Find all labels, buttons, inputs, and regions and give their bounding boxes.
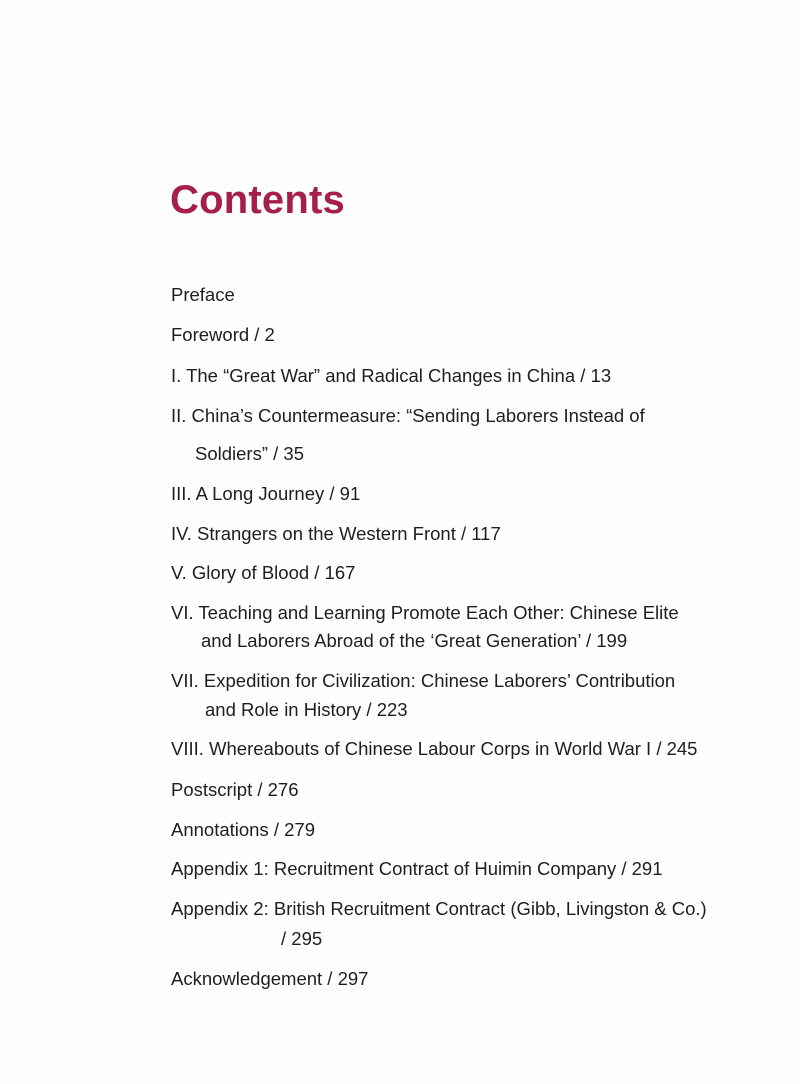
toc-entry-preface[interactable] (171, 283, 235, 307)
toc-entry-text: Foreword / 2 (171, 324, 275, 345)
toc-entry-chapter-2[interactable] (171, 404, 645, 464)
toc-entry-chapter-5[interactable] (171, 561, 355, 585)
toc-entry-continuation: and Laborers Abroad of the ‘Great Generation’ / 199 (201, 630, 628, 651)
toc-entry-chapter-3[interactable] (171, 482, 360, 506)
toc-entry-chapter-8[interactable] (171, 737, 697, 761)
toc-entry-text: I. The “Great War” and Radical Changes in China / 13 (171, 365, 612, 386)
toc-entry-text: Preface (171, 284, 235, 305)
toc-entry-chapter-4[interactable] (171, 522, 501, 546)
toc-entry-chapter-7[interactable] (171, 669, 676, 720)
toc-entry-text: VII. Expedition for Civilization: Chinese Laborers’ Contribution (171, 670, 676, 691)
toc-entry-text: Annotations / 279 (171, 819, 315, 840)
toc-entry-chapter-6[interactable] (171, 601, 679, 651)
toc-entry-text: VI. Teaching and Learning Promote Each Other: Chinese Elite (171, 602, 679, 623)
toc-entry-continuation: and Role in History / 223 (205, 699, 408, 720)
toc-entry-text: Acknowledgement / 297 (171, 968, 369, 989)
toc-entry-text: V. Glory of Blood / 167 (171, 562, 356, 583)
toc-entry-foreword[interactable] (171, 323, 275, 347)
toc-entry-appendix-2[interactable] (171, 897, 707, 949)
toc-entry-continuation: / 295 (281, 928, 323, 949)
toc-entry-text: Appendix 2: British Recruitment Contract (Gibb, Livingston & Co.) (171, 898, 707, 919)
toc-entry-text: II. China’s Countermeasure: “Sending Laborers Instead of (171, 405, 645, 426)
toc-entry-text: Postscript / 276 (171, 779, 299, 800)
page-title: Contents (170, 178, 345, 222)
toc-entry-text: IV. Strangers on the Western Front / 117 (171, 523, 501, 544)
toc-entry-continuation: Soldiers” / 35 (195, 443, 304, 464)
toc-entry-text: VIII. Whereabouts of Chinese Labour Corps in World War I / 245 (171, 738, 698, 759)
toc-entry-text: III. A Long Journey / 91 (171, 483, 361, 504)
toc-entry-annotations[interactable] (171, 818, 315, 842)
toc-entry-chapter-1[interactable] (171, 364, 611, 388)
toc-entry-acknowledgement[interactable] (171, 967, 368, 991)
toc-entry-appendix-1[interactable] (171, 857, 663, 881)
toc-entry-text: Appendix 1: Recruitment Contract of Huimin Company / 291 (171, 858, 663, 879)
toc-entry-postscript[interactable] (171, 778, 299, 802)
